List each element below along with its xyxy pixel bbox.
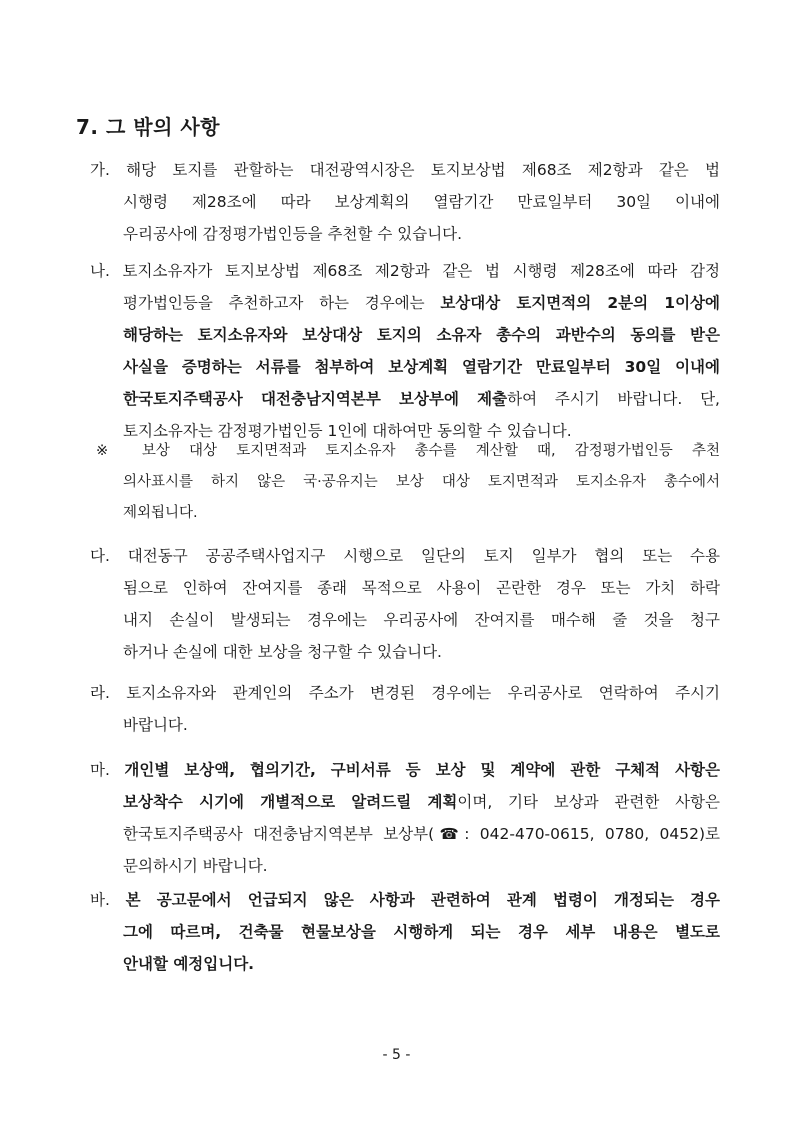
text-line [90,154,720,186]
text-line [90,709,720,741]
bold-text-run: 한국토지주택공사 대전충남지역본부 보상부에 제출 [123,390,508,408]
text-line [90,850,720,882]
note-paragraph [96,436,720,529]
text-line [90,636,720,668]
text-run: 라. 토지소유자와 관계인의 주소가 변경된 경우에는 우리공사로 연락하여 주시기 [90,684,720,702]
text-line [90,186,720,218]
item-ma [90,754,720,882]
text-line [90,818,720,850]
text-line [90,218,720,250]
text-run: 마. [90,761,125,779]
text-run: 우리공사에 감정평가법인등을 추천할 수 있습니다. [123,225,463,243]
text-line [96,498,720,529]
text-run: 이며, 기타 보상과 관련한 사항은 [457,793,720,811]
bold-text-run: 그에 따르며, 건축물 현물보상을 시행하게 되는 경우 세부 내용은 별도로 [123,923,720,941]
text-line [90,677,720,709]
page-number: - 5 - [382,1047,411,1063]
text-run: 시행령 제28조에 따라 보상계획의 열람기간 만료일부터 30일 이내에 [123,193,720,211]
bold-text-run: 보상대상 토지면적의 2분의 1이상에 [440,294,720,312]
text-run: 하거나 손실에 대한 보상을 청구할 수 있습니다. [123,643,442,661]
text-line [90,383,720,415]
text-run: 다. 대전동구 공공주택사업지구 시행으로 일단의 토지 일부가 협의 또는 수용 [90,547,720,565]
bold-text-run: 보상착수 시기에 개별적으로 알려드릴 계획 [123,793,458,811]
bold-text-run: 개인별 보상액, 협의기간, 구비서류 등 보상 및 계약에 관한 구체적 사항은 [124,761,721,779]
item-da [90,540,720,668]
text-run: 평가법인등을 추천하고자 하는 경우에는 [123,294,441,312]
text-line [90,916,720,948]
text-run: 한국토지주택공사 대전충남지역본부 보상부(☎: 042-470-0615, 0780, 0452)로 [123,825,720,843]
item-ba [90,884,720,980]
text-line [90,754,720,786]
text-line [90,287,720,319]
bold-text-run: 안내할 예정입니다. [123,955,255,973]
text-line [90,572,720,604]
text-run: 토지소유자는 감정평가법인등 1인에 대하여만 동의할 수 있습니다. [123,422,572,440]
text-line [90,540,720,572]
text-line [90,319,720,351]
text-run: 의사표시를 하지 않은 국·공유지는 보상 대상 토지면적과 토지소유자 총수에서 [123,474,720,490]
text-run: 내지 손실이 발생되는 경우에는 우리공사에 잔여지를 매수해 줄 것을 청구 [123,611,720,629]
text-line [90,255,720,287]
item-na [90,255,720,447]
text-line [90,351,720,383]
text-run: 가. 해당 토지를 관할하는 대전광역시장은 토지보상법 제68조 제2항과 같은 법 [90,161,721,179]
section-title: 7. 그 밖의 사항 [76,115,221,139]
text-line [90,884,720,916]
text-run: 나. 토지소유자가 토지보상법 제68조 제2항과 같은 법 시행령 제28조에 따라 감정 [90,262,720,280]
text-line [90,948,720,980]
text-run: 제외됩니다. [123,505,198,521]
text-run: 바. [90,891,126,909]
bold-text-run: 사실을 증명하는 서류를 첨부하여 보상계획 열람기간 만료일부터 30일 이내에 [123,358,720,376]
text-run: 문의하시기 바랍니다. [123,857,268,875]
bold-text-run: 해당하는 토지소유자와 보상대상 토지의 소유자 총수의 과반수의 동의를 받은 [123,326,720,344]
item-ga [90,154,720,250]
text-run: 하여 주시기 바랍니다. 단, [507,390,720,408]
text-line [96,436,720,467]
text-line [90,786,720,818]
text-run: 바랍니다. [123,716,188,734]
text-run: ※ 보상 대상 토지면적과 토지소유자 총수를 계산할 때, 감정평가법인등 추천 [96,443,720,459]
bold-text-run: 본 공고문에서 언급되지 않은 사항과 관련하여 관계 법령이 개정되는 경우 [125,891,721,909]
item-ra [90,677,720,741]
text-line [90,604,720,636]
text-line [96,467,720,498]
text-run: 됨으로 인하여 잔여지를 종래 목적으로 사용이 곤란한 경우 또는 가치 하락 [123,579,720,597]
